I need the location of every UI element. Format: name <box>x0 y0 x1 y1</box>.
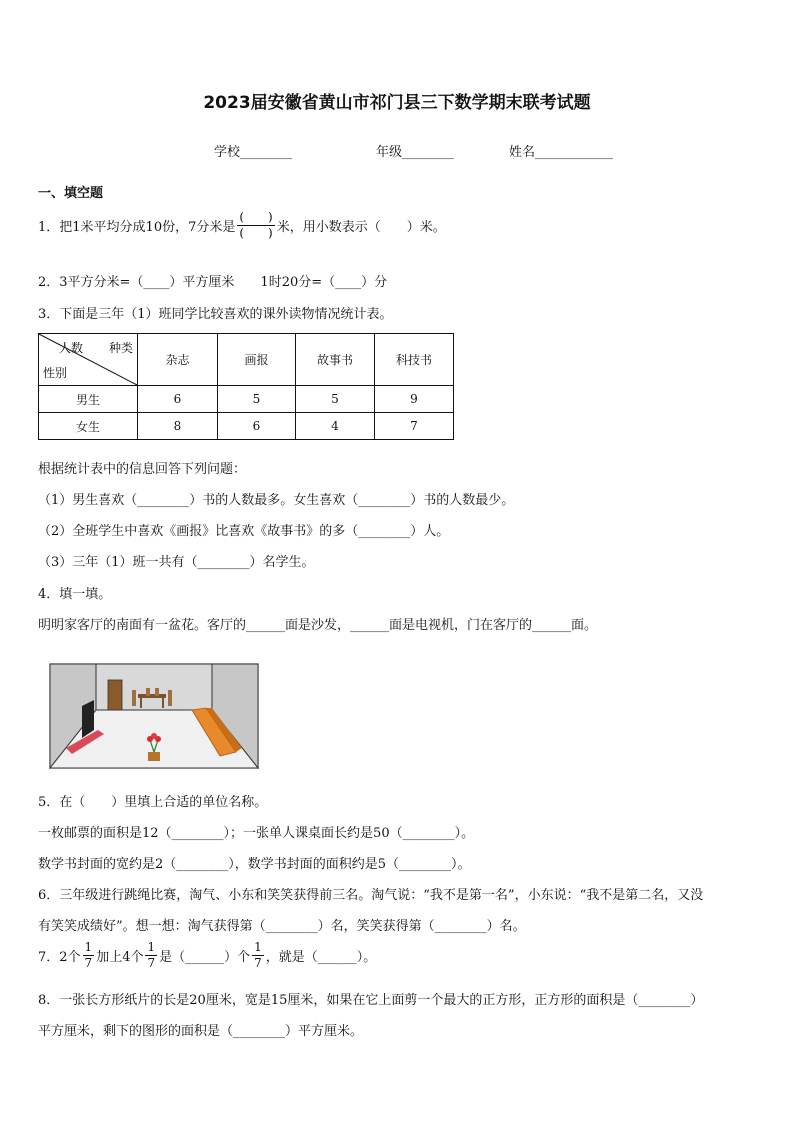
table-corner-cell <box>39 334 138 386</box>
q7-part-a: 7．2个 <box>38 950 81 965</box>
table-row <box>39 386 454 413</box>
question-1 <box>38 210 446 241</box>
row-label: 女生 <box>39 413 138 440</box>
fraction-numerator: 1 <box>84 940 93 954</box>
name-field: 姓名____________ <box>509 145 614 160</box>
fraction-denominator: ( ) <box>239 226 273 240</box>
fraction-denominator: 7 <box>147 956 156 970</box>
row-label: 男生 <box>39 386 138 413</box>
page-title: 2023届安徽省黄山市祁门县三下数学期末联考试题 <box>203 93 591 113</box>
q3-part-3: （3）三年（1）班一共有（________）名学生。 <box>38 555 315 570</box>
living-room-illustration <box>46 660 262 772</box>
q1-text-after: 米，用小数表示（ ）米。 <box>276 220 446 235</box>
q1-fraction <box>237 210 274 241</box>
q3-intro: 根据统计表中的信息回答下列问题： <box>38 462 247 477</box>
question-8: 8．一张长方形纸片的长是20厘米，宽是15厘米，如果在它上面剪一个最大的正方形，正方形的面积是（________） <box>38 993 704 1008</box>
q5-line-2: 数学书封面的宽约是2（________），数学书封面的面积约是5（________）。 <box>38 857 471 872</box>
question-6: 6．三年级进行跳绳比赛，淘气、小东和笑笑获得前三名。淘气说：“我不是第一名”，小东说：“我不是第二名，又没 <box>38 888 704 903</box>
table-cell: 8 <box>138 413 218 440</box>
school-field: 学校________ <box>214 145 293 160</box>
q8-line-2: 平方厘米，剩下的图形的面积是（________）平方厘米。 <box>38 1024 364 1039</box>
table-cell: 5 <box>218 386 296 413</box>
table-cell: 4 <box>296 413 375 440</box>
q4-text: 明明家客厅的南面有一盆花。客厅的______面是沙发，______面是电视机，门在客厅的______面。 <box>38 618 598 633</box>
table-cell: 5 <box>296 386 375 413</box>
table-header: 画报 <box>218 334 296 386</box>
q7-fraction-2 <box>145 940 157 971</box>
q7-fraction-3 <box>252 940 264 971</box>
stats-table <box>38 333 454 440</box>
q5-line-1: 一枚邮票的面积是12（________）；一张单人课桌面长约是50（________）。 <box>38 826 475 841</box>
q6-line-2: 有笑笑成绩好”。想一想：淘气获得第（________）名，笑笑获得第（________）名。 <box>38 919 526 934</box>
table-header: 科技书 <box>375 334 454 386</box>
q1-text-before: 1．把1米平均分成10份，7分米是 <box>38 220 236 235</box>
table-cell: 6 <box>138 386 218 413</box>
question-3: 3．下面是三年（1）班同学比较喜欢的课外读物情况统计表。 <box>38 307 393 322</box>
fraction-denominator: 7 <box>84 956 93 970</box>
table-row <box>39 413 454 440</box>
q7-fraction-1 <box>83 940 95 971</box>
fraction-numerator: 1 <box>147 940 156 954</box>
q7-part-d: ，就是（______）。 <box>265 950 377 965</box>
q3-part-1: （1）男生喜欢（________）书的人数最多。女生喜欢（________）书的人数最少。 <box>38 493 515 508</box>
corner-label-count: 人数 <box>59 341 84 355</box>
table-cell: 7 <box>375 413 454 440</box>
corner-label-category: 种类 <box>108 341 133 355</box>
question-2: 2．3平方分米=（____）平方厘米 1时20分=（____）分 <box>38 275 388 290</box>
fraction-numerator: 1 <box>254 940 262 954</box>
table-cell: 9 <box>375 386 454 413</box>
door-icon <box>108 680 122 710</box>
grade-field: 年级________ <box>376 145 455 160</box>
q7-part-c: 是（______）个 <box>159 950 251 965</box>
section-heading: 一、填空题 <box>38 186 104 201</box>
corner-label-gender: 性别 <box>43 366 68 380</box>
fraction-denominator: 7 <box>254 956 262 970</box>
question-4: 4．填一填。 <box>38 587 112 602</box>
table-cell: 6 <box>218 413 296 440</box>
q3-part-2: （2）全班学生中喜欢《画报》比喜欢《故事书》的多（________）人。 <box>38 524 450 539</box>
fraction-numerator: ( ) <box>239 210 273 224</box>
table-header: 杂志 <box>138 334 218 386</box>
q7-part-b: 加上4个 <box>96 950 144 965</box>
table-header: 故事书 <box>296 334 375 386</box>
question-7 <box>38 940 376 971</box>
question-5: 5．在（ ）里填上合适的单位名称。 <box>38 795 268 810</box>
